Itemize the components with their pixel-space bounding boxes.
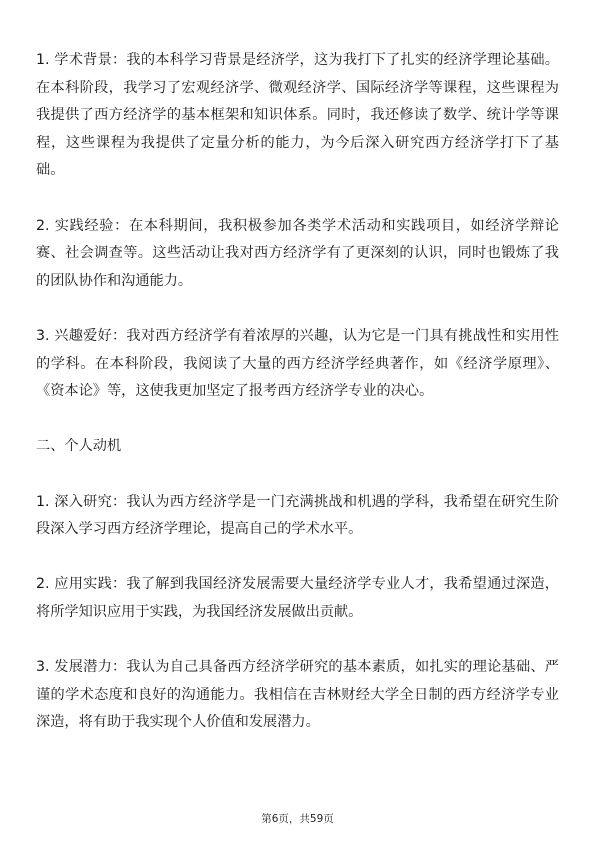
paragraph-applied-practice: 2. 应用实践：我了解到我国经济发展需要大量经济学专业人才，我希望通过深造，将所学知识应用于实践，为我国经济发展做出贡献。	[36, 576, 559, 620]
document-body	[36, 47, 559, 737]
paragraph-academic-background: 1. 学术背景：我的本科学习背景是经济学，这为我打下了扎实的经济学理论基础。在本科阶段，我学习了宏观经济学、微观经济学、国际经济学等课程，这些课程为我提供了西方经济学的基本框架和知识体系。同时，我还修读了数学、统计学等课程，这些课程为我提供了定量分析的能力，为今后深入研究西方经济学打下了基础。	[36, 52, 559, 179]
paragraph-practical-experience: 2. 实践经验：在本科期间，我积极参加各类学术活动和实践项目，如经济学辩论赛、社会调查等。这些活动让我对西方经济学有了更深刻的认识，同时也锻炼了我的团队协作和沟通能力。	[36, 217, 559, 289]
section-heading-personal-motivation: 二、个人动机	[36, 438, 122, 455]
paragraph-spacer	[36, 406, 559, 434]
paragraph-development-potential: 3. 发展潜力：我认为自己具备西方经济学研究的基本素质，如扎实的理论基础、严谨的学术态度和良好的沟通能力。我相信在吉林财经大学全日制的西方经济学专业深造，将有助于我实现个人价值和发展潜力。	[36, 659, 559, 731]
paragraph-interests: 3. 兴趣爱好：我对西方经济学有着浓厚的兴趣，认为它是一门具有挑战性和实用性的学科。在本科阶段，我阅读了大量的西方经济学经典著作，如《经济学原理》、《资本论》等，这使我更加坚定了报考西方经济学专业的决心。	[36, 327, 559, 400]
paragraph-in-depth-research: 1. 深入研究：我认为西方经济学是一门充满挑战和机遇的学科，我希望在研究生阶段深入学习西方经济学理论，提高自己的学术水平。	[36, 493, 559, 538]
page-number-footer: 第6页，共59页	[261, 813, 334, 825]
paragraph-spacer	[36, 185, 559, 213]
paragraph-spacer	[36, 295, 559, 323]
paragraph-spacer	[36, 544, 559, 572]
paragraph-spacer	[36, 626, 559, 654]
paragraph-spacer	[36, 461, 559, 489]
